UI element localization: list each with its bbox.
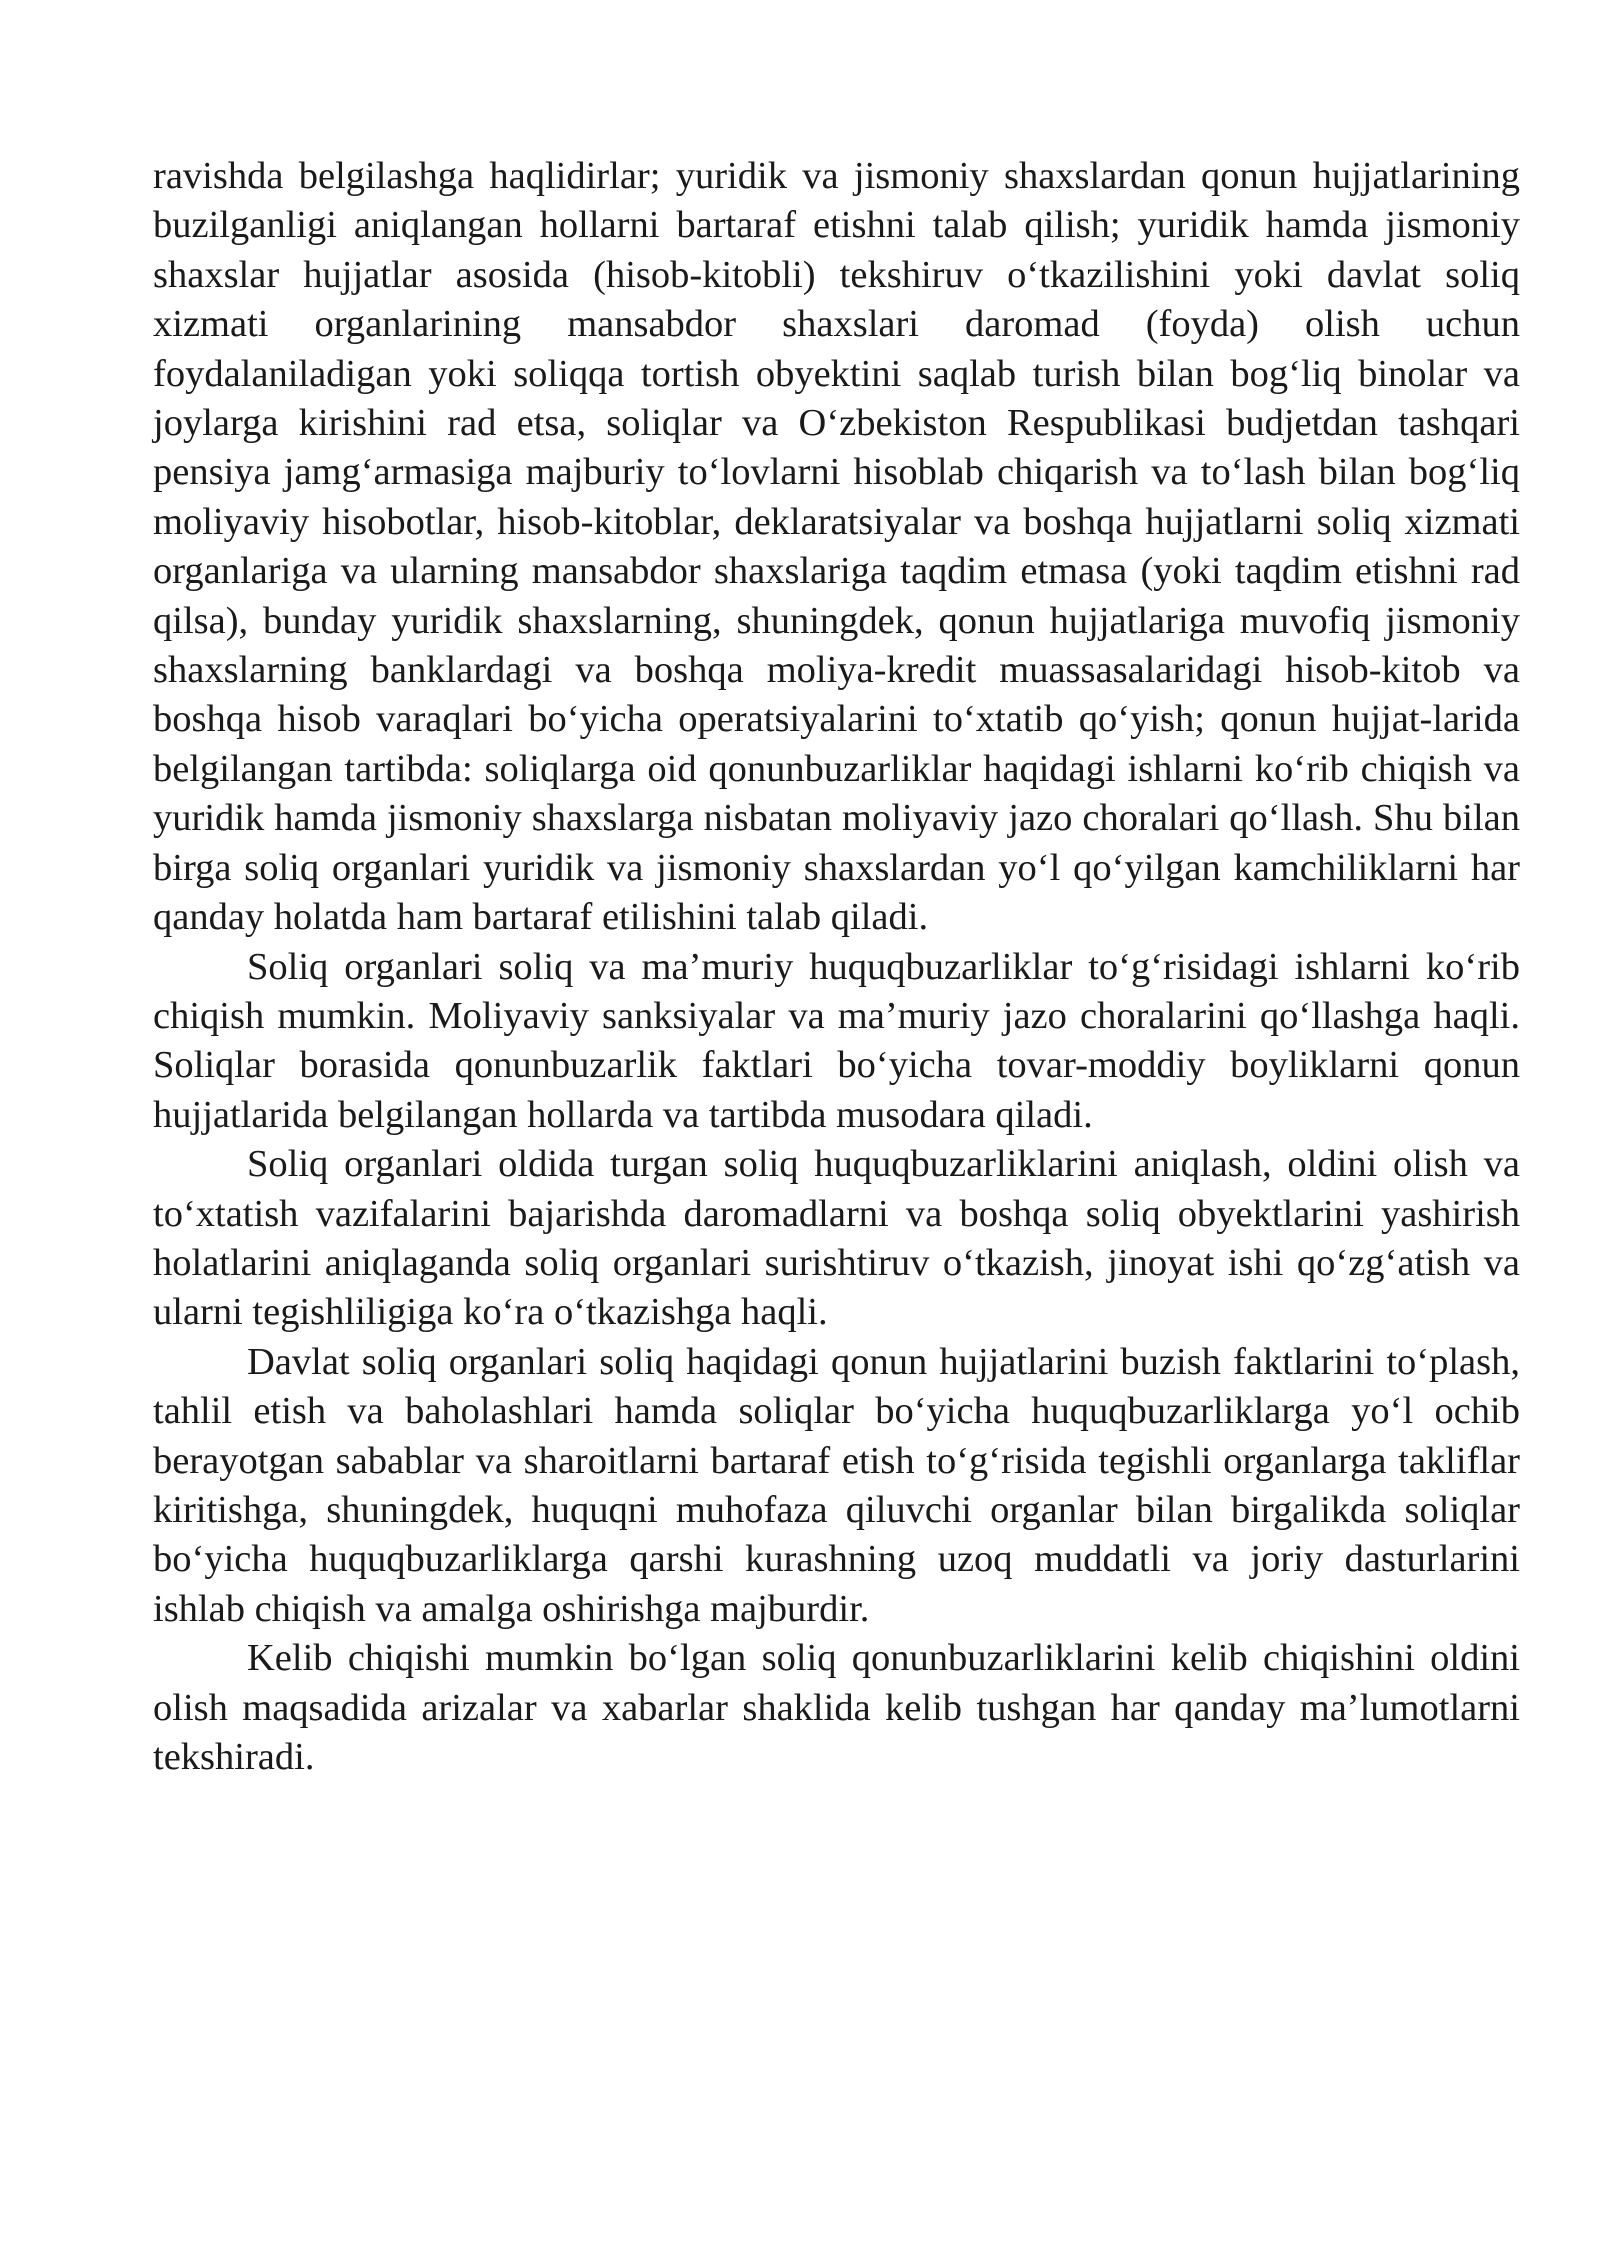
paragraph: Soliq organlari oldida turgan soliq huquqbuzarliklarini aniqlash, oldini olish va to‘xtatish vazifalarini bajarishda daromadlarni va boshqa soliq obyektlarini yashirish holatlarini aniqlaganda soliq organlari surishtiruv o‘tkazish, jinoyat ishi qo‘zg‘atish va ularni tegishliligiga ko‘ra o‘tkazishga haqli. [153, 1143, 1520, 1334]
paragraph: Soliq organlari soliq va ma’muriy huquqbuzarliklar to‘g‘risidagi ishlarni ko‘rib chiqish mumkin. Moliyaviy sanksiyalar va ma’muriy jazo choralarini qo‘llashga haqli. Soliqlar borasida qonunbuzarlik faktlari bo‘yicha tovar-moddiy boyliklarni qonun hujjatlarida belgilangan hollarda va tartibda musodara qiladi. [153, 945, 1520, 1136]
paragraph: Kelib chiqishi mumkin bo‘lgan soliq qonunbuzarliklarini kelib chiqishini oldini olish maqsadida arizalar va xabarlar shaklida kelib tushgan har qanday ma’lumotlarni tekshiradi. [153, 1637, 1520, 1778]
document-body [153, 152, 1520, 1782]
paragraph: Davlat soliq organlari soliq haqidagi qonun hujjatlarini buzish faktlarini to‘plash, tahlil etish va baholashlari hamda soliqlar bo‘yicha huquqbuzarliklarga yo‘l ochib berayotgan sabablar va sharoitlarni bartaraf etish to‘g‘risida tegishli organlarga takliflar kiritishga, shuningdek, huquqni muhofaza qiluvchi organlar bilan birgalikda soliqlar bo‘yicha huquqbuzarliklarga qarshi kurashning uzoq muddatli va joriy dasturlarini ishlab chiqish va amalga oshirishga majburdir. [153, 1340, 1520, 1630]
paragraph-continued: ravishda belgilashga haqlidirlar; yuridik va jismoniy shaxslardan qonun hujjatlarining buzilganligi aniqlangan hollarni bartaraf etishni talab qilish; yuridik hamda jismoniy shaxslar hujjatlar asosida (hisob-kitobli) tekshiruv o‘tkazilishini yoki davlat soliq xizmati organlarining mansabdor shaxslari daromad (foyda) olish uchun foydalaniladigan yoki soliqqa tortish obyektini saqlab turish bilan bog‘liq binolar va joylarga kirishini rad etsa, soliqlar va O‘zbekiston Respublikasi budjetdan tashqari pensiya jamg‘armasiga majburiy to‘lovlarni hisoblab chiqarish va to‘lash bilan bog‘liq moliyaviy hisobotlar, hisob-kitoblar, deklaratsiyalar va boshqa hujjatlarni soliq xizmati organlariga va ularning mansabdor shaxslariga taqdim etmasa (yoki taqdim etishni rad qilsa), bunday yuridik shaxslarning, shuningdek, qonun hujjatlariga muvofiq jismoniy shaxslarning banklardagi va boshqa moliya-kredit muassasalaridagi hisob-kitob va boshqa hisob varaqlari bo‘yicha operatsiyalarini to‘xtatib qo‘yish; qonun hujjat-larida belgilangan tartibda: soliqlarga oid qonunbuzarliklar haqidagi ishlarni ko‘rib chiqish va yuridik hamda jismoniy shaxslarga nisbatan moliyaviy jazo choralari qo‘llash. Shu bilan birga soliq organlari yuridik va jismoniy shaxslardan yo‘l qo‘yilgan kamchiliklarni har qanday holatda ham bartaraf etilishini talab qiladi. [153, 155, 1520, 939]
